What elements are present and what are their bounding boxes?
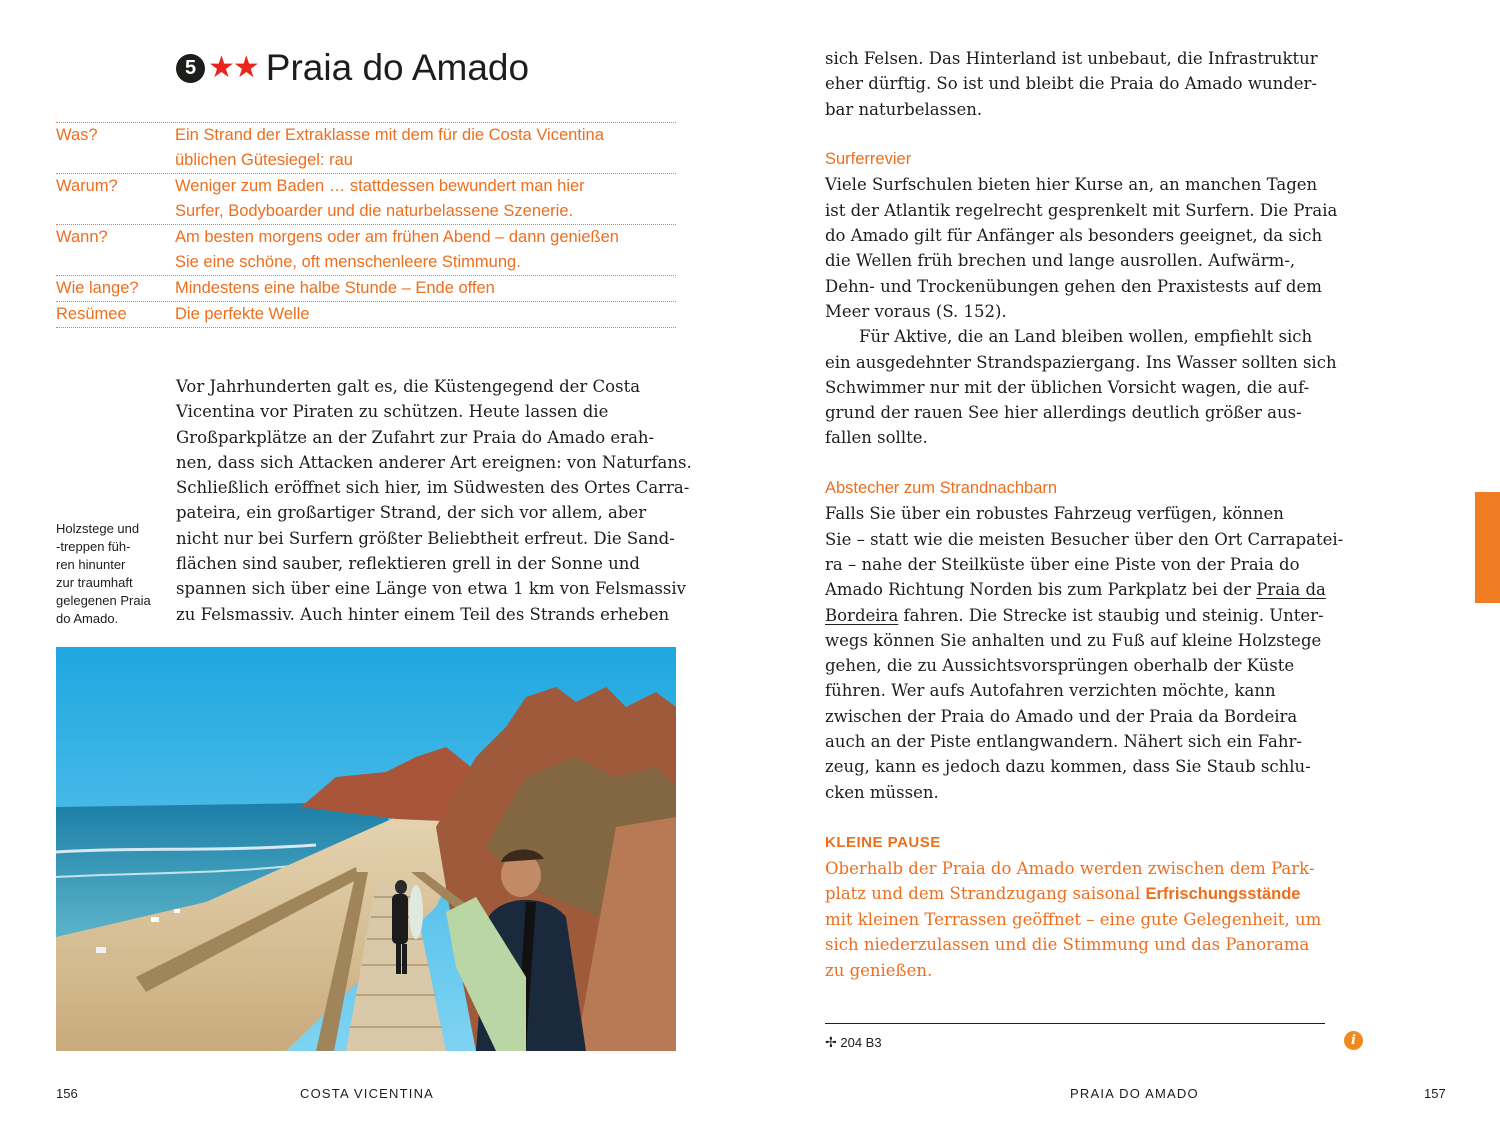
page-title — [176, 44, 529, 92]
text-line: führen. Wer aufs Autofahren verzichten möchte, kann — [825, 681, 1276, 701]
text-line: Meer voraus (S. 152). — [825, 301, 1007, 321]
info-line: Surfer, Bodyboarder und die naturbelassene Szenerie. — [175, 202, 574, 220]
beach-photo — [56, 647, 676, 1051]
info-table — [56, 122, 676, 328]
text-line: sich niederzulassen und die Stimmung und das Panorama — [825, 935, 1310, 955]
text-line: Vor Jahrhunderten galt es, die Küstengegend der Costa — [176, 377, 641, 396]
text-line: Vicentina vor Piraten zu schützen. Heute lassen die — [176, 402, 609, 422]
text-line: gehen, die zu Aussichtsvorsprüngen oberhalb der Küste — [825, 656, 1295, 676]
text-line: zu genießen. — [825, 960, 933, 980]
text-line: wegs können Sie anhalten und zu Fuß auf kleine Holzstege — [825, 630, 1322, 650]
text-line: do Amado gilt für Anfänger als besonders geeignet, da sich — [825, 226, 1323, 246]
info-row-resuemee — [56, 301, 676, 328]
text-line: ra – nahe der Steilküste über eine Piste von der Praia do — [825, 554, 1300, 574]
text-line: grund der rauen See hier allerdings deutlich größer aus- — [825, 403, 1302, 423]
info-line: Mindestens eine halbe Stunde – Ende offen — [175, 279, 495, 297]
map-pin-icon: ✢ — [825, 1034, 837, 1050]
text-line: Oberhalb der Praia do Amado werden zwischen dem Park- — [825, 858, 1315, 878]
sight-number-badge: 5 — [176, 54, 205, 83]
caption-line: -treppen füh- — [56, 539, 131, 554]
caption-line: gelegenen Praia — [56, 593, 151, 608]
info-row-was — [56, 122, 676, 173]
spacer — [825, 805, 1345, 830]
info-label: Was? — [56, 126, 98, 144]
caption-line: zur traumhaft — [56, 575, 133, 590]
intro-paragraph — [176, 374, 692, 627]
section-name: PRAIA DO AMADO — [1070, 1086, 1199, 1101]
info-value — [175, 276, 675, 301]
info-label: Wie lange? — [56, 279, 139, 297]
text-line — [825, 881, 1345, 907]
chapter-tab — [1475, 492, 1500, 603]
text-line: Viele Surfschulen bieten hier Kurse an, an manchen Tagen — [825, 175, 1318, 195]
map-reference — [825, 1034, 882, 1051]
link-praia-da-bordeira-cont[interactable]: Bordeira — [825, 605, 899, 625]
photo-caption — [56, 520, 160, 628]
caption-line: Holzstege und — [56, 521, 140, 536]
map-reference-text: 204 B3 — [840, 1035, 882, 1050]
right-column — [825, 46, 1345, 983]
info-row-wie-lange — [56, 275, 676, 301]
info-line: Sie eine schöne, oft menschenleere Stimmung. — [175, 253, 521, 271]
text-line: mit kleinen Terrassen geöffnet – eine gute Gelegenheit, um — [825, 910, 1322, 930]
divider — [825, 1023, 1325, 1024]
text-line: Schwimmer nur mit der üblichen Vorsicht wagen, die auf- — [825, 377, 1310, 397]
text-span: fahren. Die Strecke ist staubig und steinig. Unter- — [898, 605, 1324, 625]
rating-stars: ★★ — [208, 50, 258, 85]
chapter-name: COSTA VICENTINA — [300, 1086, 435, 1101]
text-line — [825, 603, 1345, 628]
heading-surferrevier: Surferrevier — [825, 150, 912, 169]
info-line: Am besten morgens oder am frühen Abend – dann genießen — [175, 228, 619, 246]
highlight-term: Erfrischungsstände — [1145, 884, 1301, 903]
info-row-warum — [56, 173, 676, 224]
info-label: Wann? — [56, 228, 108, 246]
text-line: Falls Sie über ein robustes Fahrzeug verfügen, können — [825, 504, 1284, 524]
text-line: flächen sind sauber, reflektieren grell in der Sonne und — [176, 554, 640, 574]
info-value — [175, 123, 675, 173]
text-line: nen, dass sich Attacken anderer Art ereignen: von Naturfans. — [176, 452, 692, 472]
text-line: Dehn- und Trockenübungen gehen den Praxistests auf dem — [825, 276, 1322, 296]
text-span: Amado Richtung Norden bis zum Parkplatz bei der — [825, 580, 1257, 600]
info-line: üblichen Gütesiegel: rau — [175, 151, 353, 169]
spacer — [825, 451, 1345, 476]
text-line: zu Felsmassiv. Auch hinter einem Teil des Strands erheben — [176, 604, 670, 624]
text-line: auch an der Piste entlangwandern. Nähert sich ein Fahr- — [825, 732, 1302, 752]
text-line: ist der Atlantik regelrecht gesprenkelt mit Surfern. Die Praia — [825, 200, 1338, 220]
info-value — [175, 302, 675, 327]
text-line: Schließlich eröffnet sich hier, im Südwesten des Ortes Carra- — [176, 478, 690, 498]
link-praia-da-bordeira[interactable]: Praia da — [1256, 580, 1326, 600]
info-label: Resümee — [56, 305, 127, 323]
text-line: bar naturbelassen. — [825, 99, 983, 119]
text-span: platz und dem Strandzugang saisonal — [825, 883, 1146, 903]
text-line: die Wellen früh brechen und lange ausrollen. Aufwärm-, — [825, 251, 1296, 271]
kleine-pause-label: KLEINE PAUSE — [825, 834, 941, 852]
info-row-wann — [56, 224, 676, 275]
info-line: Ein Strand der Extraklasse mit dem für die Costa Vicentina — [175, 126, 604, 144]
title-text: Praia do Amado — [265, 47, 530, 88]
text-line: sich Felsen. Das Hinterland ist unbebaut, die Infrastruktur — [825, 49, 1318, 68]
text-line: Sie – statt wie die meisten Besucher über den Ort Carrapatei- — [825, 529, 1344, 549]
text-line: nicht nur bei Surfern größter Beliebtheit erfreut. Die Sand- — [176, 528, 675, 548]
caption-line: ren hinunter — [56, 557, 126, 572]
text-line: cken müssen. — [825, 782, 939, 802]
info-icon[interactable]: i — [1344, 1031, 1363, 1050]
heading-abstecher: Abstecher zum Strandnachbarn — [825, 479, 1058, 498]
info-line: Die perfekte Welle — [175, 305, 310, 323]
page-number-left: 156 — [56, 1086, 78, 1101]
text-line: fallen sollte. — [825, 428, 928, 448]
info-value — [175, 174, 675, 224]
text-line: Für Aktive, die an Land bleiben wollen, empfiehlt sich — [859, 327, 1313, 347]
info-value — [175, 225, 675, 275]
caption-line: do Amado. — [56, 611, 119, 626]
text-line: pateira, ein großartiger Strand, der sich vor allem, aber — [176, 503, 647, 523]
spacer — [825, 122, 1345, 147]
text-line: spannen sich über eine Länge von etwa 1 km von Felsmassiv — [176, 579, 686, 599]
info-line: Weniger zum Baden … stattdessen bewundert man hier — [175, 177, 585, 195]
text-line: zeug, kann es jedoch dazu kommen, dass Sie Staub schlu- — [825, 757, 1311, 777]
info-label: Warum? — [56, 177, 118, 195]
text-line: zwischen der Praia do Amado und der Praia da Bordeira — [825, 706, 1298, 726]
text-line: ein ausgedehnter Strandspaziergang. Ins Wasser sollten sich — [825, 352, 1337, 372]
text-line: eher dürftig. So ist und bleibt die Praia do Amado wunder- — [825, 74, 1317, 94]
page-number-right: 157 — [1424, 1086, 1446, 1101]
text-line: Großparkplätze an der Zufahrt zur Praia do Amado erah- — [176, 427, 655, 447]
text-line — [825, 577, 1345, 602]
